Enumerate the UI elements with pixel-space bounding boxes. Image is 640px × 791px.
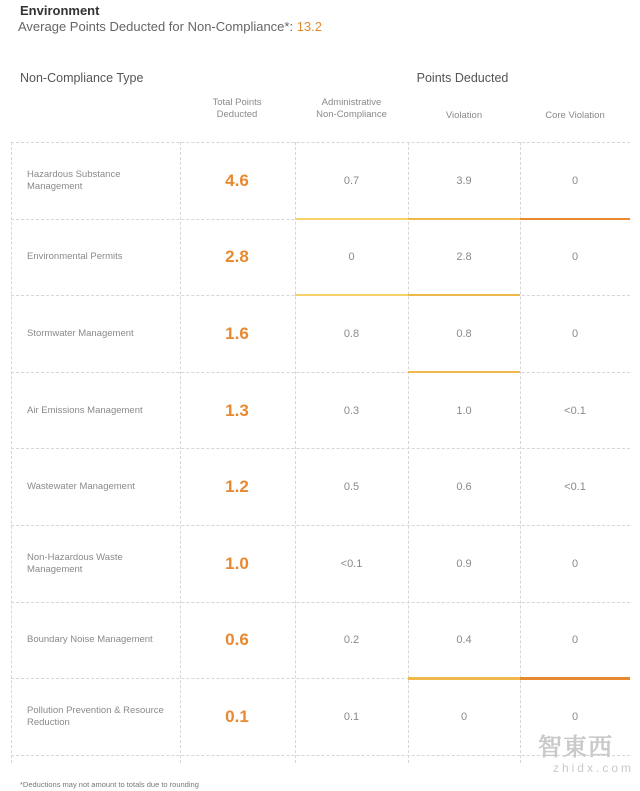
row-name: Air Emissions Management	[27, 404, 143, 416]
row-name: Stormwater Management	[27, 327, 134, 339]
row-name: Hazardous Substance Management	[27, 168, 121, 192]
core-column-header: Core Violation	[545, 110, 605, 121]
table-row	[11, 296, 630, 373]
row-total: 1.2	[225, 477, 249, 497]
subtitle-label: Average Points Deducted for Non-Compliance*:	[18, 19, 297, 34]
row-violation-value: 3.9	[456, 174, 472, 187]
row-admin-value: 0.8	[343, 327, 360, 340]
row-name: Non-Hazardous Waste Management	[27, 551, 123, 575]
row-admin-value: 0.7	[343, 174, 360, 187]
table-row	[11, 449, 630, 526]
row-violation-value: 0.6	[456, 481, 472, 494]
violation-column-header: Violation	[445, 110, 483, 121]
total-column-header: Total Points Deducted	[212, 97, 262, 120]
watermark-logo	[538, 735, 634, 779]
row-violation-value: 0.4	[456, 634, 472, 647]
table-row	[11, 220, 630, 297]
watermark-url: zhidx.com	[552, 761, 634, 775]
deductions-table	[11, 142, 630, 764]
row-total: 1.3	[225, 400, 249, 420]
row-name: Boundary Noise Management	[27, 634, 153, 646]
row-core-value: <0.1	[564, 481, 586, 494]
row-total: 1.6	[225, 323, 249, 343]
row-violation-value: 0	[460, 710, 468, 723]
table-row	[11, 143, 630, 220]
row-violation-value: 0.8	[456, 327, 472, 340]
watermark-logo-text: 智東西	[538, 734, 613, 761]
row-total: 1.0	[225, 553, 249, 573]
points-deducted-header: Points Deducted	[416, 71, 509, 85]
average-points-subtitle	[18, 19, 322, 34]
admin-column-header: Administrative Non-Compliance	[316, 97, 387, 120]
row-admin-value: 0	[348, 251, 355, 264]
row-admin-value: 0.5	[343, 481, 360, 494]
row-total: 4.6	[225, 170, 249, 190]
row-total: 0.1	[225, 706, 249, 726]
section-title: Environment	[20, 3, 100, 18]
row-violation-value: 1.0	[456, 404, 472, 417]
row-accent-bar	[408, 678, 520, 680]
row-core-value: <0.1	[564, 404, 586, 417]
row-name: Wastewater Management	[27, 481, 135, 493]
type-column-header: Non-Compliance Type	[20, 71, 144, 85]
row-admin-value: 0.2	[343, 634, 360, 647]
row-name: Pollution Prevention & Resource Reduction	[27, 704, 164, 728]
row-total: 2.8	[225, 247, 249, 267]
average-value: 13.2	[296, 19, 322, 34]
row-violation-value: 2.8	[456, 251, 472, 264]
footnote: *Deductions may not amount to totals due to rounding	[20, 780, 199, 789]
row-core-value: 0	[571, 327, 579, 340]
table-row	[11, 373, 630, 450]
row-admin-value: <0.1	[340, 557, 363, 570]
row-core-value: 0	[571, 251, 579, 264]
row-admin-value: 0.1	[343, 710, 360, 723]
table-row	[11, 526, 630, 603]
row-total: 0.6	[225, 630, 249, 650]
row-core-value: 0	[571, 557, 579, 570]
table-row	[11, 603, 630, 680]
row-core-value: 0	[571, 174, 579, 187]
row-core-value: 0	[571, 710, 579, 723]
row-violation-value: 0.9	[456, 557, 472, 570]
row-name: Environmental Permits	[27, 251, 123, 263]
row-core-value: 0	[571, 634, 579, 647]
row-admin-value: 0.3	[343, 404, 360, 417]
row-accent-bar	[520, 678, 630, 680]
